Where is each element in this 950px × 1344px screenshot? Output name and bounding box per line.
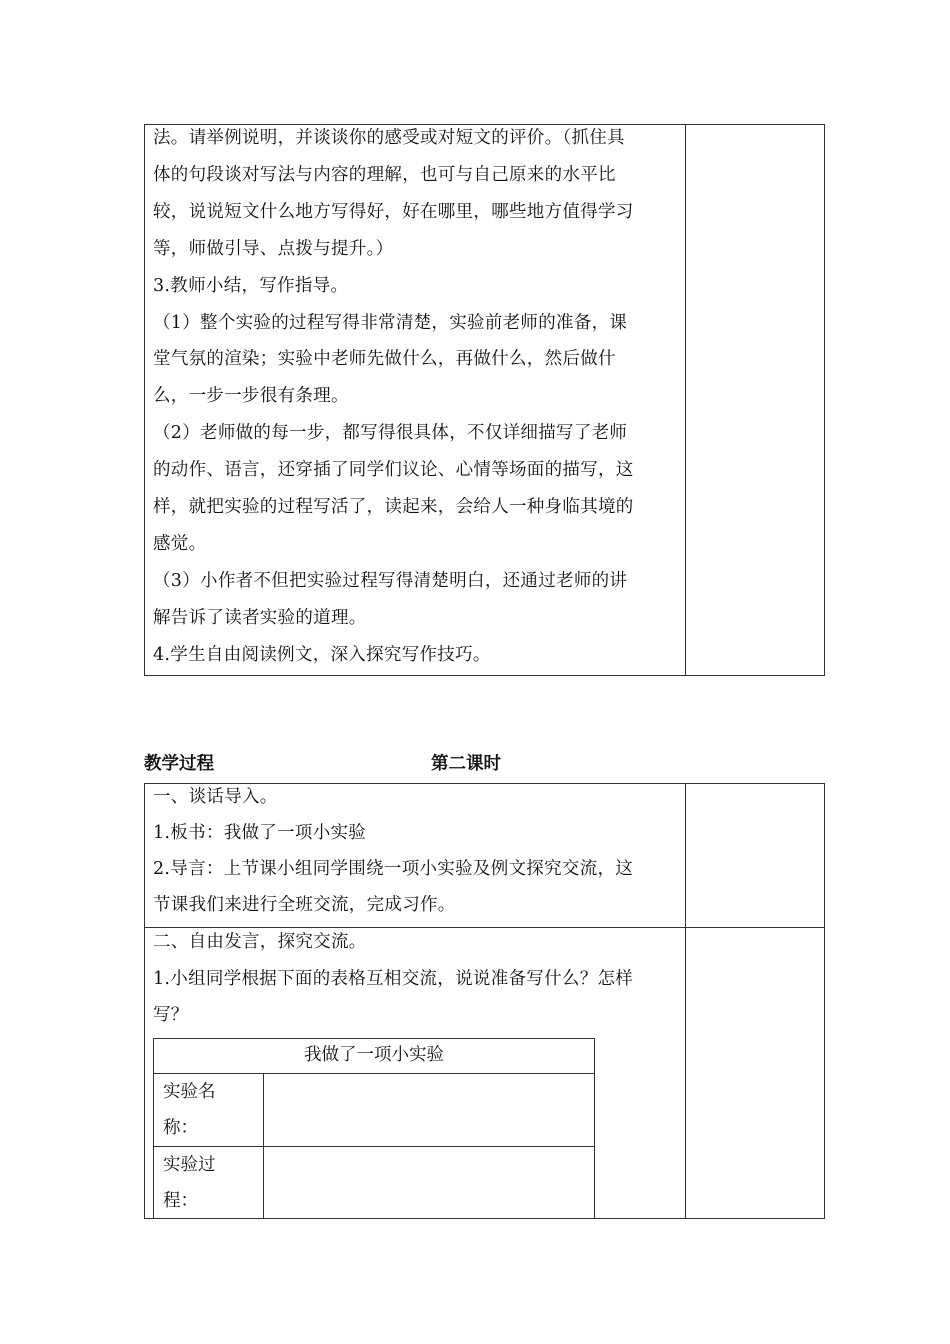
text-line: 的动作、语言，还穿插了同学们议论、心情等场面的描写，这: [153, 460, 634, 481]
text-line: 二、自由发言，探究交流。: [153, 932, 367, 952]
text-line: 较，说说短文什么地方写得好，好在哪里，哪些地方值得学习: [153, 201, 634, 222]
text-line: 么，一步一步很有条理。: [153, 386, 349, 407]
teaching-process-heading: 教学过程: [144, 754, 214, 774]
text-line: 感觉。: [153, 533, 207, 554]
text-line: 体的句段谈对写法与内容的理解，也可与自己原来的水平比: [153, 164, 616, 185]
experiment-table: [153, 1038, 595, 1219]
text-line: 2.导言：上节课小组同学围绕一项小实验及例文探究交流，这: [153, 859, 634, 879]
experiment-name-label-cont: 称：: [163, 1118, 198, 1138]
second-lesson-heading: 第二课时: [431, 754, 501, 774]
text-line: 一、谈话导入。: [153, 787, 278, 807]
text-line: 3.教师小结，写作指导。: [153, 275, 349, 296]
text-line: 法。请举例说明，并谈谈你的感受或对短文的评价。（抓住具: [153, 128, 625, 148]
lesson-table-2: [144, 783, 825, 1219]
text-line: 4.学生自由阅读例文，深入探究写作技巧。: [153, 644, 491, 665]
inner-row-divider: [154, 1146, 594, 1147]
inner-column-divider: [263, 1073, 264, 1218]
text-line: 样，就把实验的过程写活了，读起来，会给人一种身临其境的: [153, 497, 634, 517]
text-line: 解告诉了读者实验的道理。: [153, 607, 367, 628]
text-line: （1）整个实验的过程写得非常清楚，实验前老师的准备，课: [153, 312, 628, 333]
text-line: 节课我们来进行全班交流，完成习作。: [153, 895, 456, 915]
lesson-table-1: [144, 124, 825, 676]
text-line: 1.小组同学根据下面的表格互相交流，说说准备写什么？怎样: [153, 968, 634, 989]
experiment-name-field[interactable]: [265, 1075, 594, 1145]
text-line: （3）小作者不但把实验过程写得清楚明白，还通过老师的讲: [153, 570, 628, 591]
column-divider: [685, 125, 686, 675]
inner-row-divider: [154, 1073, 594, 1074]
column-divider: [685, 784, 686, 1218]
experiment-process-label: 实验过: [163, 1155, 216, 1175]
experiment-process-label-cont: 程：: [163, 1191, 198, 1211]
experiment-process-field[interactable]: [265, 1148, 594, 1218]
experiment-table-title: 我做了一项小实验: [304, 1045, 444, 1065]
text-line: 写？: [153, 1005, 189, 1025]
text-line: 堂气氛的渲染；实验中老师先做什么，再做什么，然后做什: [153, 349, 616, 370]
text-line: （2）老师做的每一步，都写得很具体，不仅详细描写了老师: [153, 423, 628, 444]
experiment-name-label: 实验名: [163, 1082, 216, 1102]
text-line: 1.板书：我做了一项小实验: [153, 823, 367, 843]
text-line: 等，师做引导、点拨与提升。）: [153, 238, 394, 259]
